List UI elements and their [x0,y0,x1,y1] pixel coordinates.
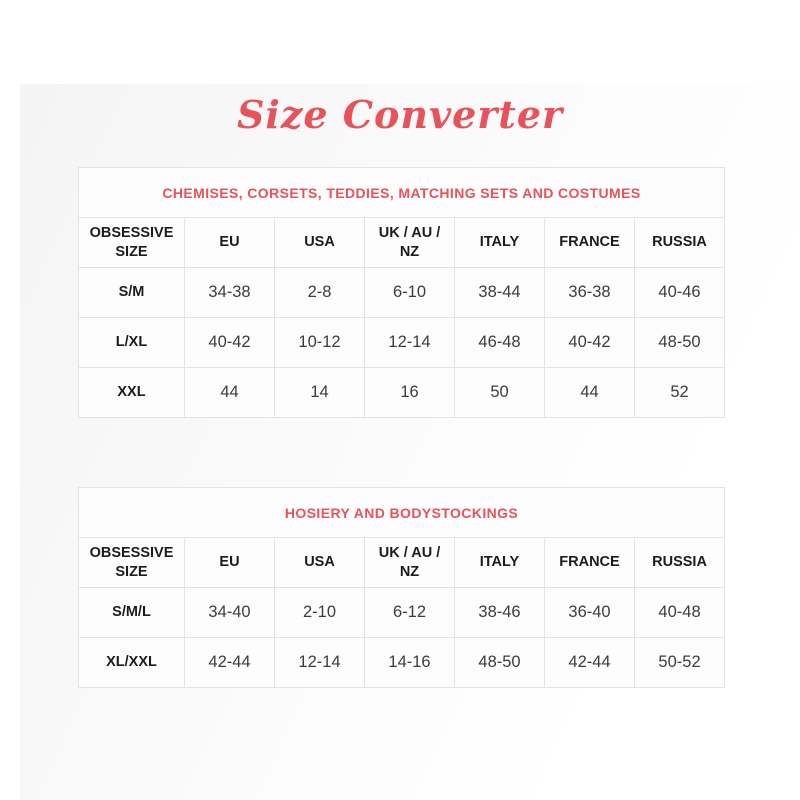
column-header-uk-au-nz: UK / AU / NZ [365,538,455,588]
table-title: HOSIERY AND BODYSTOCKINGS [79,488,725,538]
column-header-france: FRANCE [545,218,635,268]
size-cell: 42-44 [185,638,275,688]
size-cell: 6-10 [365,268,455,318]
size-cell: 2-8 [275,268,365,318]
column-header-eu: EU [185,218,275,268]
table-header-row [79,218,725,268]
size-cell: 48-50 [455,638,545,688]
size-cell: 12-14 [275,638,365,688]
table-title-row [79,488,725,538]
row-label: XL/XXL [79,638,185,688]
table-title-row [79,168,725,218]
size-cell: 16 [365,368,455,418]
size-cell: 36-40 [545,588,635,638]
column-header-russia: RUSSIA [635,218,725,268]
size-cell: 44 [185,368,275,418]
table-row [79,318,725,368]
column-header-france: FRANCE [545,538,635,588]
size-cell: 12-14 [365,318,455,368]
column-header-obsessive-size: OBSESSIVE SIZE [79,538,185,588]
size-cell: 48-50 [635,318,725,368]
size-cell: 2-10 [275,588,365,638]
row-label: XXL [79,368,185,418]
column-header-uk-au-nz: UK / AU / NZ [365,218,455,268]
size-cell: 52 [635,368,725,418]
column-header-italy: ITALY [455,538,545,588]
column-header-russia: RUSSIA [635,538,725,588]
size-table-hosiery [78,487,725,688]
column-header-usa: USA [275,218,365,268]
size-cell: 14-16 [365,638,455,688]
table-row [79,588,725,638]
size-cell: 40-42 [545,318,635,368]
column-header-usa: USA [275,538,365,588]
size-cell: 42-44 [545,638,635,688]
page-title: Size Converter [236,92,564,137]
size-cell: 14 [275,368,365,418]
row-label: L/XL [79,318,185,368]
size-cell: 50-52 [635,638,725,688]
table-title: CHEMISES, CORSETS, TEDDIES, MATCHING SETS AND COSTUMES [79,168,725,218]
table-row [79,638,725,688]
row-label: S/M/L [79,588,185,638]
size-cell: 40-46 [635,268,725,318]
column-header-eu: EU [185,538,275,588]
row-label: S/M [79,268,185,318]
size-cell: 38-46 [455,588,545,638]
size-cell: 34-40 [185,588,275,638]
column-header-obsessive-size: OBSESSIVE SIZE [79,218,185,268]
table-row [79,368,725,418]
size-table-chemises [78,167,725,418]
size-cell: 6-12 [365,588,455,638]
size-cell: 36-38 [545,268,635,318]
table-header-row [79,538,725,588]
size-cell: 38-44 [455,268,545,318]
size-cell: 44 [545,368,635,418]
table-row [79,268,725,318]
size-cell: 34-38 [185,268,275,318]
size-cell: 40-48 [635,588,725,638]
column-header-italy: ITALY [455,218,545,268]
size-cell: 46-48 [455,318,545,368]
size-cell: 40-42 [185,318,275,368]
size-cell: 50 [455,368,545,418]
size-cell: 10-12 [275,318,365,368]
